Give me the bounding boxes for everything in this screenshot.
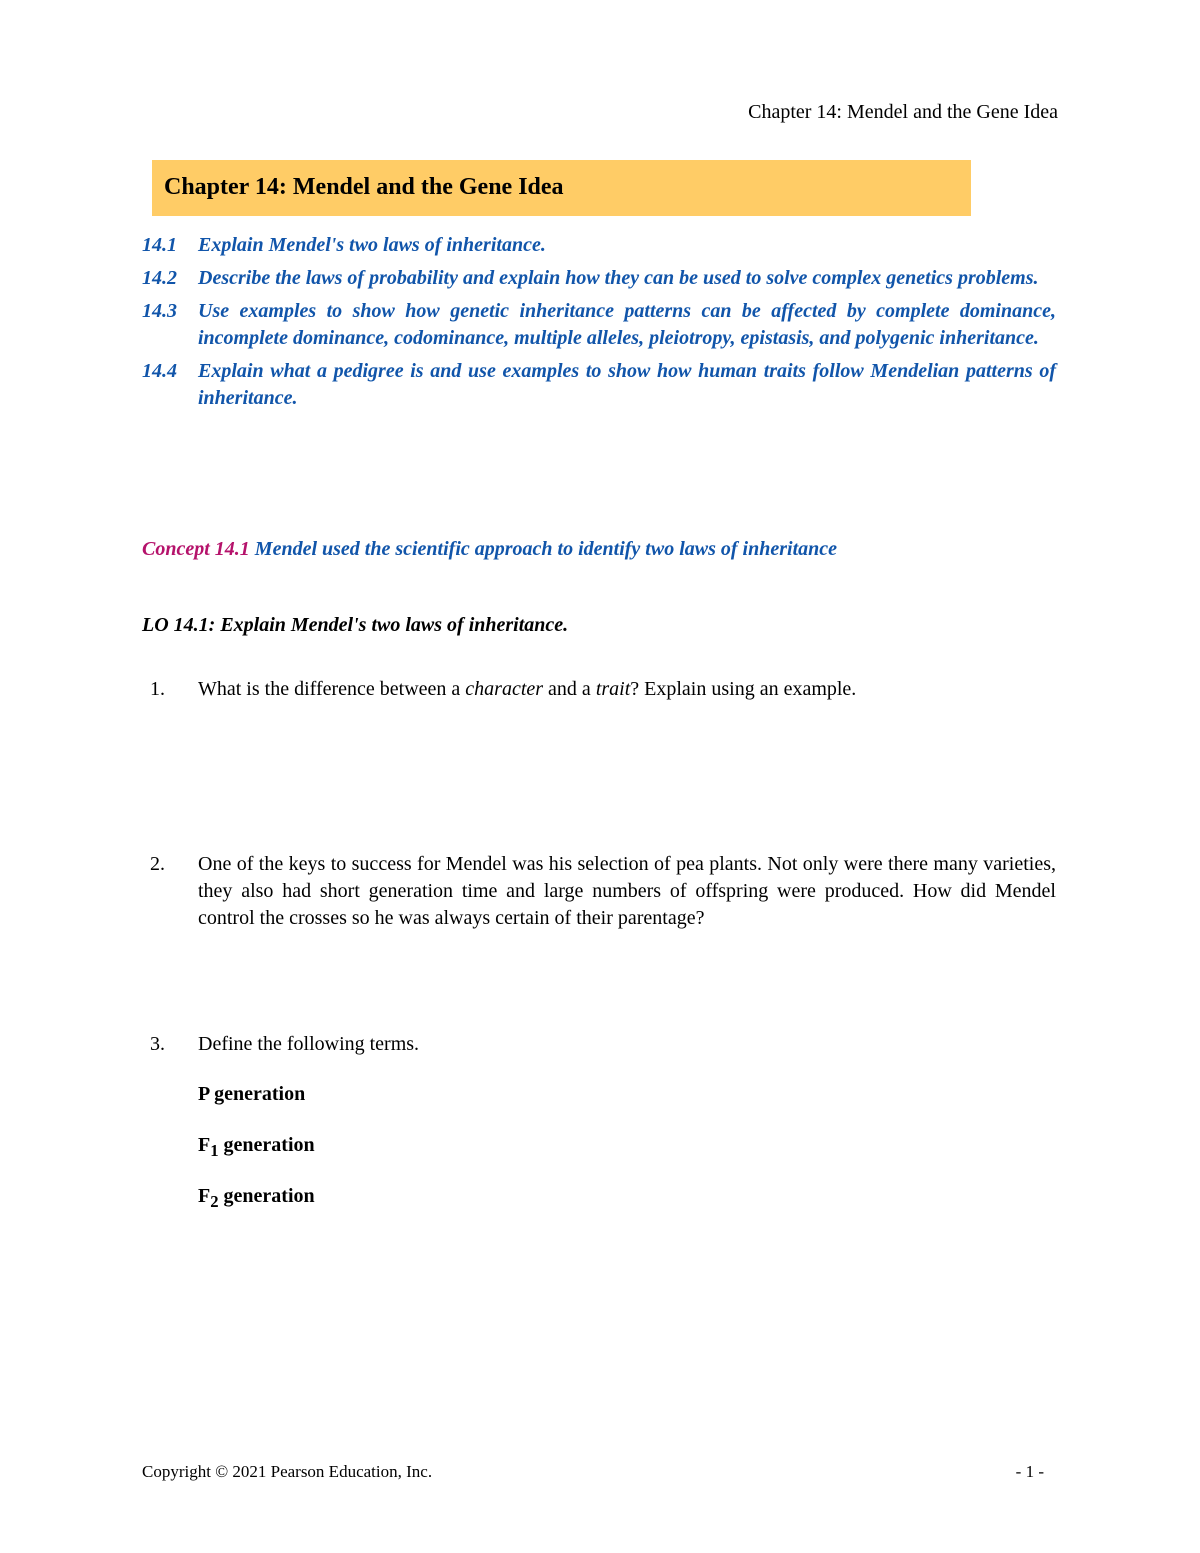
question-item	[150, 676, 1056, 703]
question-text: One of the keys to success for Mendel was his selection of pea plants. Not only were there many varieties, they also had short generation time and large numbers of offspring were produced. How did Mendel control the crosses so he was always certain of their parentage?	[198, 853, 1056, 929]
concept-heading	[142, 538, 837, 561]
term-label: F	[198, 1185, 211, 1207]
question-text-part: ? Explain using an example.	[630, 678, 857, 700]
learning-objective-heading: LO 14.1: Explain Mendel's two laws of inheritance.	[142, 614, 569, 636]
objective-number: 14.4	[142, 360, 177, 382]
question-emphasis: character	[465, 678, 544, 700]
term-label: P generation	[198, 1083, 306, 1105]
term-label-rest: generation	[218, 1134, 315, 1156]
question-emphasis: trait	[595, 678, 631, 700]
term-label: F	[198, 1134, 211, 1156]
term-label-rest: generation	[218, 1185, 315, 1207]
objective-text: Use examples to show how genetic inheritance patterns can be affected by complete dominance, incomplete dominance, codominance, multiple alleles, pleiotropy, epistasis, and polygenic inheritance.	[198, 300, 1056, 349]
objective-number: 14.3	[142, 300, 177, 322]
objective-item	[142, 298, 1056, 352]
objectives-list	[142, 232, 1056, 418]
term-f1-generation	[198, 1134, 315, 1161]
question-text	[198, 676, 1056, 703]
objective-number: 14.1	[142, 234, 177, 256]
concept-label: Concept 14.1	[142, 538, 250, 560]
chapter-title-box	[152, 160, 971, 216]
objective-item	[142, 358, 1056, 412]
footer-copyright: Copyright © 2021 Pearson Education, Inc.	[142, 1462, 433, 1481]
objective-number: 14.2	[142, 267, 177, 289]
chapter-title: Chapter 14: Mendel and the Gene Idea	[164, 174, 564, 200]
term-p-generation	[198, 1083, 305, 1106]
term-f2-generation	[198, 1185, 315, 1212]
question-number: 3.	[150, 1033, 165, 1055]
objective-text: Explain Mendel's two laws of inheritance.	[198, 234, 546, 256]
objective-text: Explain what a pedigree is and use examples to show how human traits follow Mendelian patterns of inheritance.	[198, 360, 1056, 409]
objective-text: Describe the laws of probability and explain how they can be used to solve complex genetics problems.	[198, 267, 1039, 289]
question-number: 1.	[150, 678, 165, 700]
running-header: Chapter 14: Mendel and the Gene Idea	[748, 101, 1058, 123]
question-number: 2.	[150, 853, 165, 875]
term-subscript: 1	[210, 1141, 219, 1160]
footer-page-number: - 1 -	[1015, 1462, 1044, 1481]
question-text-part: What is the difference between a	[198, 678, 466, 700]
question-item	[150, 1031, 1056, 1058]
objective-item	[142, 232, 1056, 259]
question-text-part: and a	[543, 678, 596, 700]
concept-text: Mendel used the scientific approach to identify two laws of inheritance	[254, 538, 837, 560]
question-text: Define the following terms.	[198, 1033, 420, 1055]
term-subscript: 2	[210, 1192, 219, 1211]
question-item	[150, 851, 1056, 932]
objective-item	[142, 265, 1056, 292]
